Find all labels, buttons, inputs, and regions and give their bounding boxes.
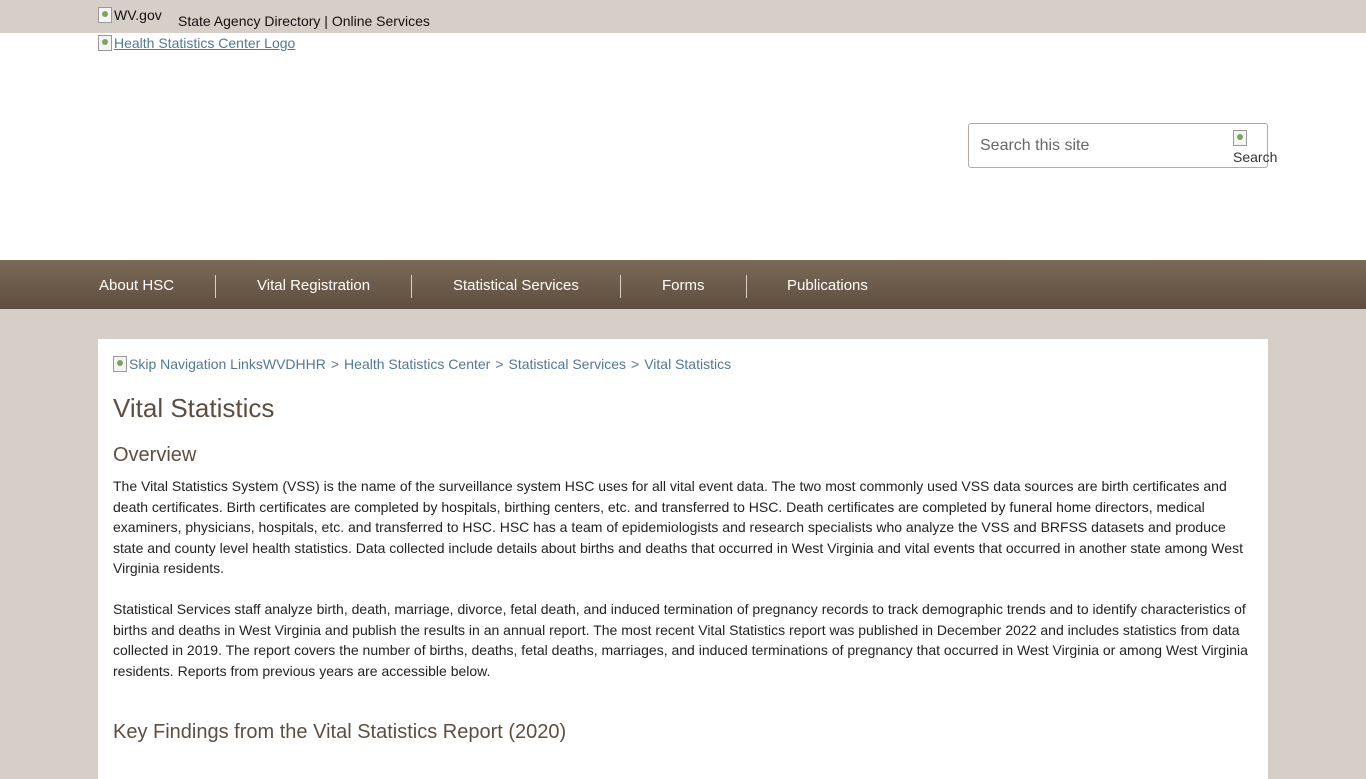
top-links [178, 13, 430, 29]
skip-nav-image-icon [113, 356, 127, 372]
search-box [968, 123, 1278, 168]
page-title: Vital Statistics [113, 393, 275, 423]
search-button-alt-text: Search [1233, 149, 1278, 165]
breadcrumb-statistical-services[interactable]: Statistical Services [508, 356, 627, 372]
nav-divider [411, 275, 412, 298]
hsc-logo-alt-text: Health Statistics Center Logo [114, 35, 296, 51]
agency-directory-link[interactable]: State Agency Directory [178, 13, 321, 29]
nav-item-about-hsc[interactable]: About HSC [99, 277, 175, 294]
breadcrumb-separator: > [631, 356, 640, 372]
search-button[interactable] [1233, 130, 1277, 164]
link-separator: | [324, 13, 328, 29]
search-icon [1233, 130, 1247, 146]
nav-item-forms[interactable]: Forms [662, 277, 705, 294]
breadcrumb-separator: > [330, 356, 340, 372]
skip-nav-alt-text[interactable]: Skip Navigation Links [129, 356, 263, 372]
overview-heading: Overview [113, 444, 197, 466]
nav-divider [746, 275, 747, 298]
overview-paragraph-1: The Vital Statistics System (VSS) is the name of the surveillance system HSC uses for all vital event data. The two most commonly used VSS data sources are birth certificates and death certificates. Birth certificates are completed by hospitals, birthing centers, etc. and transferred to HSC. Death certificates are completed by funeral home directors, medical examiners, physicians, hospitals, etc. and transferred to HSC. HSC has a team of epidemiologists and research specialists who analyze the VSS and BRFSS datasets and produce state and county level health statistics. Data collected include details about births and deaths that occurred in West Virginia and vital events that occurred in another state among West Virginia residents. [113, 478, 1243, 577]
nav-divider [620, 275, 621, 298]
nav-divider [215, 275, 216, 298]
wvgov-logo-alt-text: WV.gov [114, 7, 162, 23]
site-header [0, 33, 1366, 260]
online-services-link[interactable]: Online Services [331, 13, 430, 29]
broken-image-icon [98, 7, 112, 23]
key-findings-heading: Key Findings from the Vital Statistics Report (2020) [113, 721, 567, 743]
content-panel [98, 339, 1268, 779]
nav-item-vital-registration[interactable]: Vital Registration [257, 277, 371, 294]
breadcrumb-vital-statistics[interactable]: Vital Statistics [644, 356, 732, 372]
breadcrumb-health-statistics-center[interactable]: Health Statistics Center [344, 356, 491, 372]
overview-paragraph-2: Statistical Services staff analyze birth, death, marriage, divorce, fetal death, and induced termination of pregnancy records to track demographic trends and to identify characteristics of births and deaths in West Virginia and publish the results in an annual report. The most recent Vital Statistics report was published in December 2022 and includes statistics from data collected in 2019. The report covers the number of births, deaths, fetal deaths, marriages, and induced terminations of pregnancy that occurred in West Virginia or among West Virginia residents. Reports from previous years are accessible below. [113, 601, 1248, 679]
nav-item-publications[interactable]: Publications [787, 277, 868, 294]
hsc-logo-link[interactable] [98, 35, 295, 51]
wvgov-logo[interactable] [98, 6, 162, 24]
nav-item-statistical-services[interactable]: Statistical Services [453, 277, 579, 294]
breadcrumb-wvdhhr[interactable]: WVDHHR [262, 356, 326, 372]
main-nav [0, 260, 1366, 309]
breadcrumb [113, 356, 731, 372]
broken-image-icon [98, 35, 112, 51]
breadcrumb-separator: > [495, 356, 504, 372]
top-utility-bar [0, 0, 1366, 33]
search-input[interactable] [970, 125, 1220, 166]
